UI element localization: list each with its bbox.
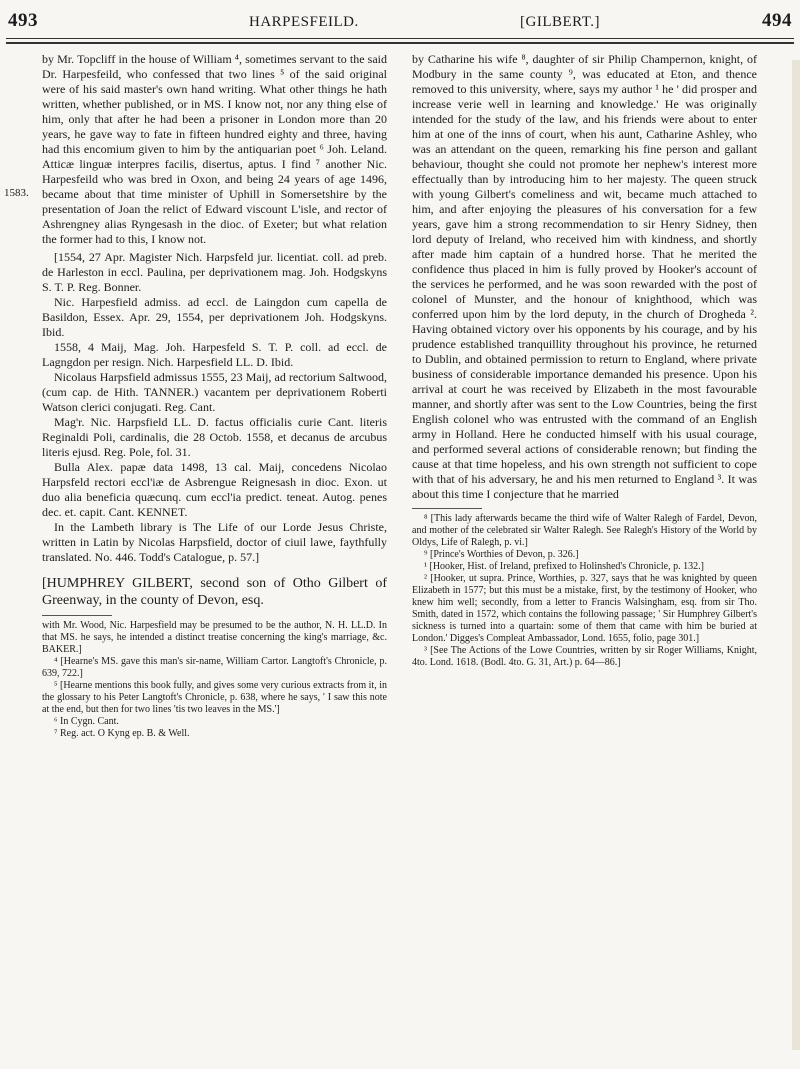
footnote: ⁸ [This lady afterwards became the third wife of Walter Ralegh of Fardel, Devon, and mother of the celebrated sir Walter Ralegh. See Ralegh's History of the World by Oldys, Life of Ralegh, p. vi.]: [412, 513, 757, 548]
running-subject: [GILBERT.]: [520, 14, 601, 30]
page-edge: [792, 60, 800, 1050]
footnote: with Mr. Wood, Nic. Harpesfield may be presumed to be the author, N. H. LL.D. In that MS. he says, he intended a distinct treatise concerning the king's marriage, &c. BAKER.]: [42, 620, 387, 655]
footnote: ³ [See The Actions of the Lowe Countries, written by sir Roger Williams, Knight, 4to. Lond. 1618. (Bodl. 4to. G. 31, Art.) p. 64—86.]: [412, 645, 757, 668]
footnote: ⁴ [Hearne's MS. gave this man's sir-name, William Cartor. Langtoft's Chronicle, p. 639, 722.]: [42, 656, 387, 679]
paragraph: Nic. Harpesfield admiss. ad eccl. de Laingdon cum capella de Basildon, Essex. Apr. 29, 1554, per deprivationem Joh. Hodgskyns. Ibid.: [42, 295, 387, 339]
footnote: ² [Hooker, ut supra. Prince, Worthies, p. 327, says that he was knighted by queen Elizabeth in 1577; but this must be a mistake, first, by the testimony of Hooker, who knew him well; secondly, from a letter to Francis Walsingham, esq. from sir Tho. Smith, dated in 1572, which contains the following passage; ' Sir Humphrey Gilbert's sickness is turned into a quartain: some of them that came with him be buried at London.' Digges's Compleat Ambassador, Lond. 1655, folio, page 301.]: [412, 573, 757, 644]
header-rule-thick: [6, 42, 794, 44]
paragraph: Mag'r. Nic. Harpsfield LL. D. factus officialis curie Cant. literis Reginaldi Poli, cardinalis, die 28 Octob. 1558, et decanus de arcubus literis ejusd. Reg. Pole, fol. 31.: [42, 415, 387, 459]
page-number-left: 493: [8, 10, 38, 31]
paragraph: Bulla Alex. papæ data 1498, 13 cal. Maij, concedens Nicolao Harpsfeld rectori eccl'iæ de Asbrengue Reignesash in dioc. Exon. ut duo alia beneficia quæcunq. cum eccl'ia predict. teneat. Autog. penes dec. et. capit. Cant. KENNET.: [42, 460, 387, 519]
paragraph: 1558, 4 Maij, Mag. Joh. Harpesfeld S. T. P. coll. ad eccl. de Lagngdon per resign. Nich. Harpesfield LL. D. Ibid.: [42, 340, 387, 369]
page-number-right: 494: [762, 10, 792, 31]
paragraph: [1554, 27 Apr. Magister Nich. Harpsfeld jur. licentiat. coll. ad preb. de Harleston in eccl. Paulina, per deprivationem mag. Joh. Hodgskyns S. T. P. Reg. Bonner.: [42, 250, 387, 294]
paragraph: In the Lambeth library is The Life of our Lorde Jesus Christe, written in Latin by Nicolas Harpsfield, doctor of ciuil lawe, faythfully translated. No. 446. Todd's Catalogue, p. 57.]: [42, 520, 387, 564]
margin-year: 1583.: [4, 187, 29, 199]
footnote: ⁹ [Prince's Worthies of Devon, p. 326.]: [424, 549, 579, 560]
left-column: [42, 52, 387, 1052]
running-title: HARPESFEILD.: [249, 14, 359, 30]
section-heading: [HUMPHREY GILBERT, second son of Otho Gilbert of Greenway, in the county of Devon, esq.: [42, 576, 387, 608]
footnote-rule: [42, 615, 112, 616]
footnote: ¹ [Hooker, Hist. of Ireland, prefixed to Holinshed's Chronicle, p. 132.]: [424, 561, 704, 572]
page-header: [0, 0, 800, 42]
footnote-rule: [412, 508, 482, 509]
footnote: ⁷ Reg. act. O Kyng ep. B. & Well.: [54, 728, 190, 739]
header-rule: [6, 38, 794, 39]
paragraph: by Mr. Topcliff in the house of William ⁴, sometimes servant to the said Dr. Harpesfeild, who confessed that two lines ⁵ of the said original were of his said master's own hand writing. What other things he hath written, whether published, or in MS. I know not, nor any thing else of him, only that after he had been a prisoner in London more than 20 years, he gave way to fate in fifteen hundred eighty and three, having had this encomium given to him by the antiquarian poet ⁶ Joh. Leland. Atticæ linguæ interpres facilis, disertus, aptus. I find ⁷ another Nic. Harpesfeild who was bred in Oxon, and being 24 years of age 1496, became about that time minister of Uphill in Somersetshire by the presentation of Joan the relict of Edward viscount L'isle, and rector of Ashrengney alias Ryngesash in the dioc. of Exeter; but what relation the former had to this, I know not.: [42, 52, 387, 246]
footnote: ⁵ [Hearne mentions this book fully, and gives some very curious extracts from it, in the glossary to his Peter Langtoft's Chronicle, p. 638, where he says, ' I saw this note at the end, but then for two lines 'tis two leaves in the MS.']: [42, 680, 387, 715]
footnote: ⁶ In Cygn. Cant.: [54, 716, 119, 727]
paragraph: by Catharine his wife ⁸, daughter of sir Philip Champernon, knight, of Modbury in the same county ⁹, was educated at Eton, and thence removed to this university, where, says my author ¹ he ' did prosper and increase verie well in learning and knowledge.' He was originally intended for the study of the law, and his friends were about to enter him at one of the inns of court, when his aunt, Catharine Ashley, who was an attendant on the queen, remarking his fine person and gallant behaviour, thought she could not promote her nephew's interest more effectually than by introducing him to her majesty. The queen struck with young Gilbert's comeliness and wit, became much attached to him, and after enjoying the pleasures of his conversation for a few years, gave him a strong recommendation to sir Henry Sidney, then lord deputy of Ireland, who received him with kindness, and shortly after made him captain of a hundred horse. That he merited the confidence thus placed in him is fully proved by Hooker's account of the services he performed, and he was soon rewarded with the post of colonel of Munster, and the honour of knighthood, which was conferred upon him by the lord deputy, in the church of Drogheda ². Having obtained victory over his opponents by his courage, and by his prudence established tranquillity throughout his province, he returned to Dublin, and obtained permission to return to England, where private business of considerable importance demanded his presence. Upon his arrival at court he was received by Elizabeth in the most favourable manner, and shortly after was sent to the Low Countries, being the first English colonel who was entrusted with the command of an English army in Holland. Here he conducted himself with his usual courage, and performed several actions of considerable renown; but finding the cause at that time hopeless, and his own strength not sufficient to cope with that of his adversary, he and his men returned to England ³. It was about this time I conjecture that he married: [412, 52, 757, 501]
right-column: [412, 52, 757, 1052]
paragraph: Nicolaus Harpsfield admissus 1555, 23 Maij, ad rectorium Saltwood, (cum cap. de Hith. TANNER.) vacantem per deprivationem Roberti Watson clerici conjugati. Reg. Cant.: [42, 370, 387, 414]
